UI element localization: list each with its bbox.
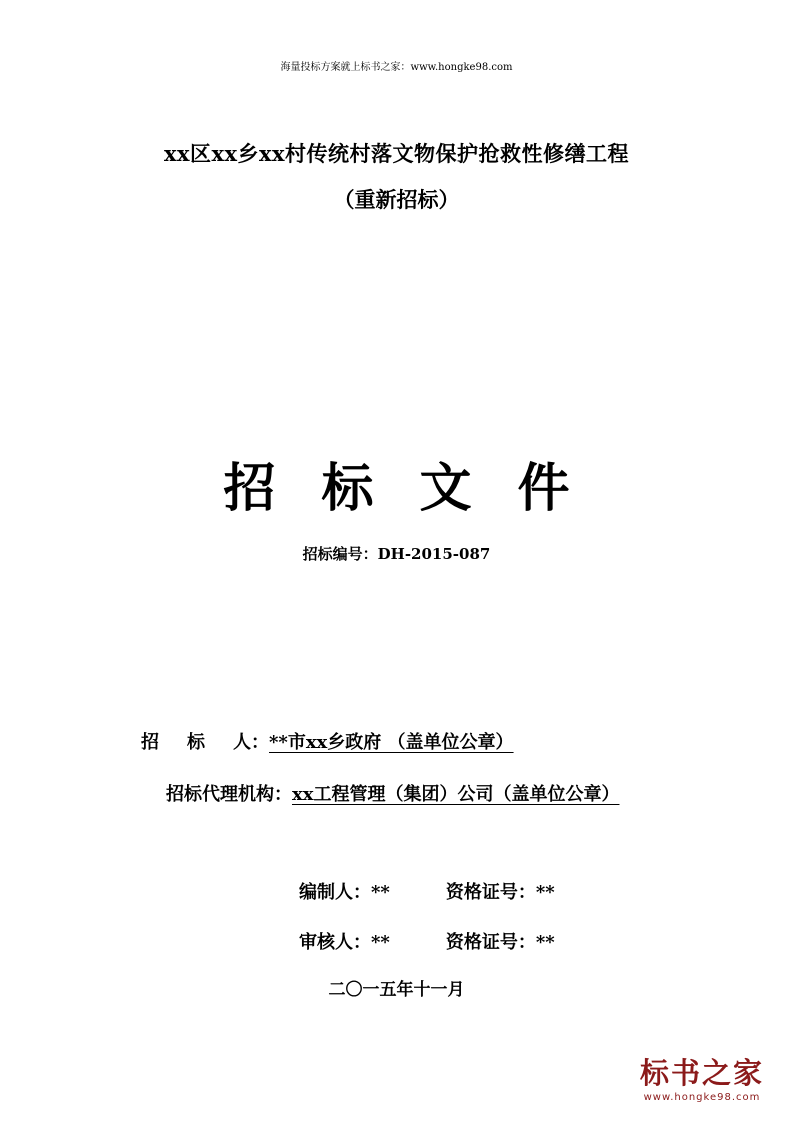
tenderer-label	[141, 732, 269, 753]
tenderer-label-char: 人：	[233, 732, 269, 753]
agency-row	[166, 780, 619, 806]
editor-label: 编制人：**	[299, 882, 390, 903]
tender-number: 招标编号：DH-2015-087	[302, 545, 491, 563]
editor-row	[299, 878, 555, 904]
logo-url: www.hongke98.com	[643, 1092, 761, 1103]
project-title: xx区xx乡xx村传统村落文物保护抢救性修缮工程	[163, 141, 630, 166]
document-title-char: 标	[321, 458, 374, 519]
document-title	[0, 446, 793, 521]
tenderer-label-char: 招	[141, 732, 159, 753]
reviewer-row	[299, 928, 555, 954]
header-source-text: 海量投标方案就上标书之家：www.hongke98.com	[280, 62, 513, 73]
tenderer-value: **市xx乡政府 （盖单位公章）	[269, 732, 514, 753]
site-logo	[637, 1056, 767, 1103]
tenderer-row	[141, 728, 514, 754]
agency-label: 招标代理机构：	[166, 784, 292, 805]
logo-text: 标书之家	[639, 1056, 764, 1090]
document-title-char: 文	[419, 458, 472, 519]
document-title-char: 招	[223, 458, 276, 519]
editor-cert: 资格证号：**	[445, 882, 555, 903]
issue-date: 二〇一五年十一月	[328, 980, 465, 1000]
reviewer-label: 审核人：**	[299, 932, 390, 953]
reviewer-cert: 资格证号：**	[445, 932, 555, 953]
project-subtitle: （重新招标）	[333, 187, 460, 212]
agency-value: xx工程管理（集团）公司（盖单位公章）	[292, 784, 620, 805]
tenderer-label-char: 标	[187, 732, 205, 753]
document-title-char: 件	[517, 458, 570, 519]
